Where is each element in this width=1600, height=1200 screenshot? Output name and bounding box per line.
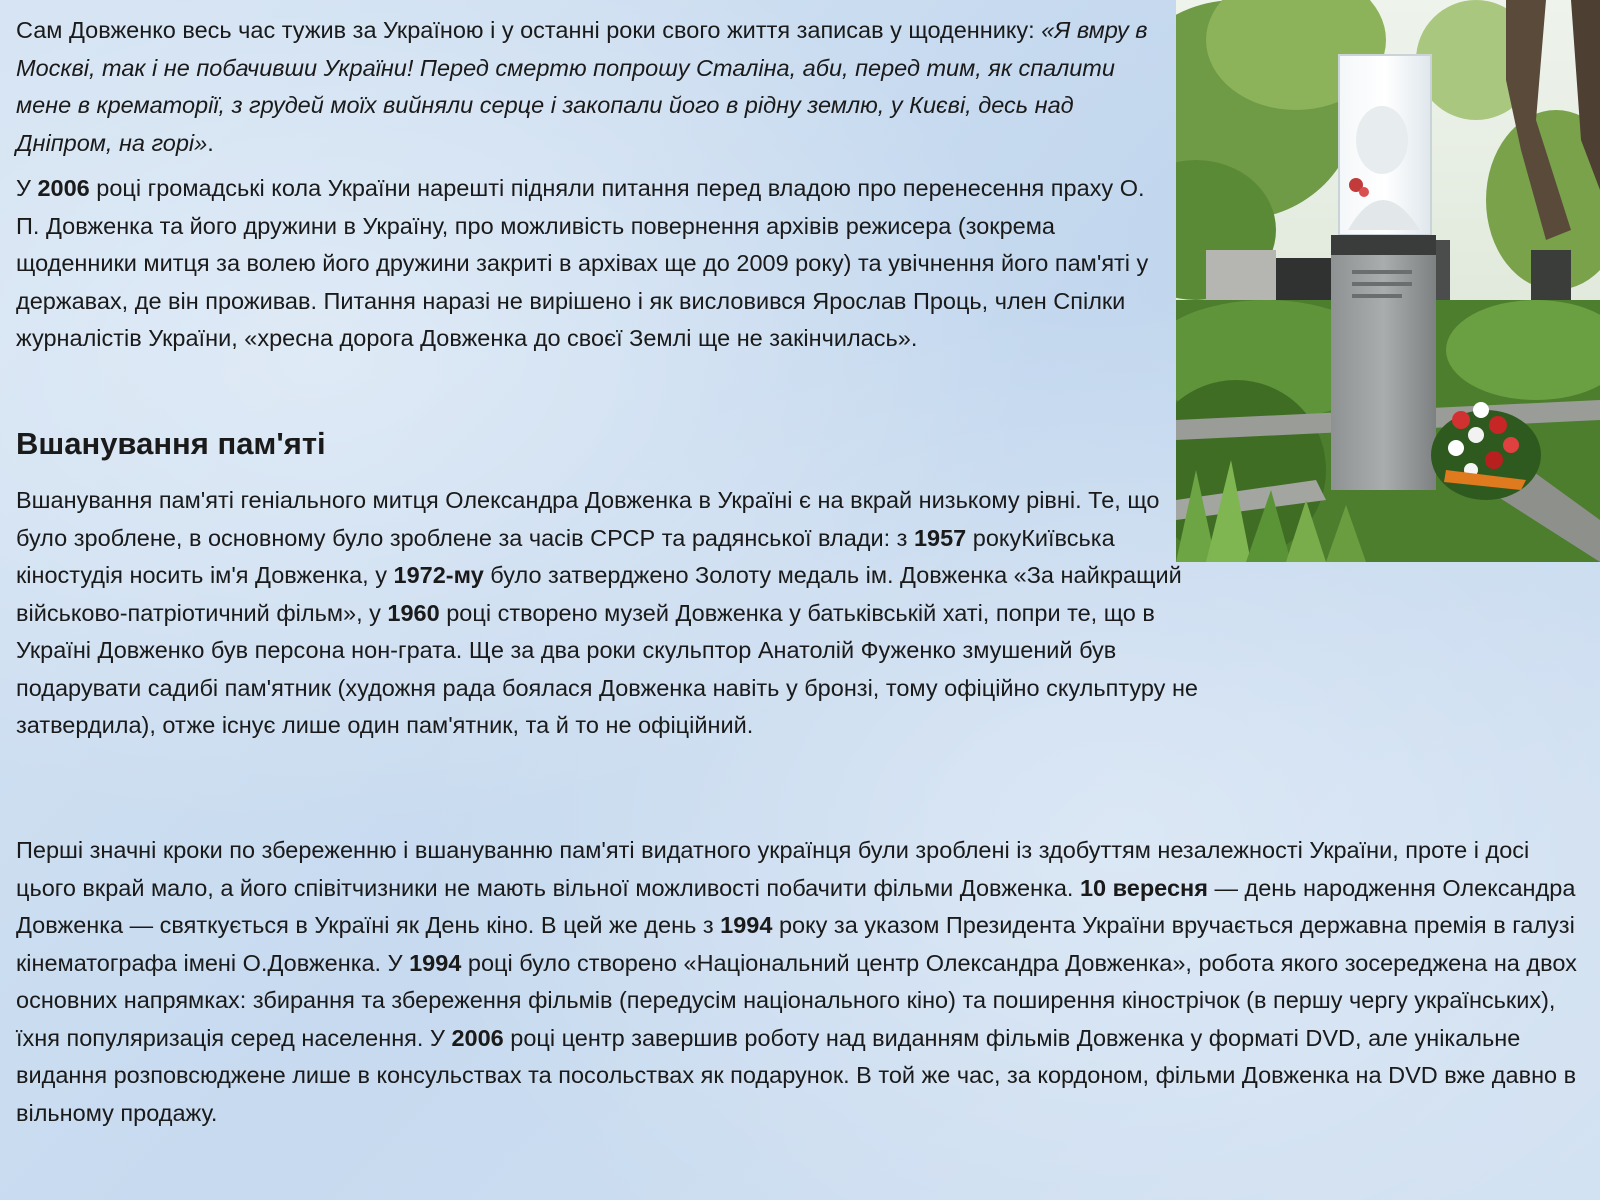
paragraph1-intro: Сам Довженко весь час тужив за Україною і у останні роки свого життя записав у щоденнику:	[16, 17, 1042, 43]
paragraph-soviet-era-honors	[16, 482, 1206, 745]
paragraph3-text-4: році створено музей Довженка у батьківській хаті, попри те, що в Україні Довженко був персона нон-грата. Ще за два роки скульптор Анатолій Фуженко змушений був подарувати садибі пам'ятник (художня рада боялася Довженка навіть у бронзі, тому офіційно скульптуру не затвердила), отже існує лише один пам'ятник, та й то не офіційний.	[16, 599, 1198, 738]
paragraph3-text-3: було затверджено Золоту медаль ім. Довженка «За найкращий військово-патріотичний фільм», у	[16, 562, 1182, 626]
paragraph4-text-3: року за указом Президента України вручається державна премія в галузі кінематографа імені О.Довженка. У	[16, 912, 1575, 976]
paragraph4-text-4: році було створено «Національний центр Олександра Довженка», робота якого зосереджена на двох основних напрямках: збирання та збереження фільмів (передусім національного кіно) та поширення кінострічок (в першу чергу українських), їхня популяризація серед населення. У	[16, 949, 1577, 1051]
paragraph-independence-era-honors	[16, 832, 1586, 1132]
paragraph3-text-1: Вшанування пам'яті геніального митця Олександра Довженка в Україні є на вкрай низькому рівні. Те, що було зроблене, в основному було зроблене за часів СРСР та радянської влади: з	[16, 487, 1160, 551]
paragraph2-year-2006: 2006	[37, 175, 90, 201]
paragraph1-end: .	[207, 129, 214, 156]
paragraph4-text-1: Перші значні кроки по збереженню і вшануванню пам'яті видатного українця були зроблені із здобуттям незалежності України, проте і досі цього вкрай мало, а його співітчизники не мають вільної можливості побачити фільми Довженка.	[16, 837, 1530, 901]
diary-quote: «Я вмру в Москві, так і не побачивши України! Перед смертю попрошу Сталіна, аби, перед тим, як спалити мене в крематорії, з грудей моїх вийняли серце і закопали його в рідну землю, у Києві, десь над Дніпром, на горі»	[16, 17, 1148, 156]
paragraph2-text-2: році громадські кола України нарешті підняли питання перед владою про перенесення праху О. П. Довженка та його дружини в Україну, про можливість повернення архівів режисера (зокрема щоденники митця за волею його дружини закриті в архівах ще до 2009 року) та увічнення його пам'яті у державах, де він проживав. Питання наразі не вирішено і як висловився Ярослав Проць, член Спілки журналістів України, «хресна дорога Довженка до своєї Землі ще не закінчилась».	[16, 175, 1149, 351]
paragraph-reburial-question	[16, 170, 1151, 358]
paragraph3-text-2: рокуКиївська кіностудія носить ім'я Довженка, у	[16, 524, 1115, 588]
paragraph2-text-1: У	[16, 175, 38, 201]
section-heading: Вшанування пам'яті	[16, 426, 326, 461]
paragraph3-year-1960: 1960	[387, 599, 440, 626]
paragraph4-date-sept-10: 10 вересня	[1079, 874, 1208, 901]
grave-monument-photo	[1176, 0, 1600, 562]
paragraph-diary-quote	[16, 12, 1151, 162]
paragraph4-year-1994-a: 1994	[720, 912, 773, 938]
paragraph3-year-1972: 1972-му	[393, 562, 484, 588]
paragraph4-text-5: році центр завершив роботу над виданням фільмів Довженка у форматі DVD, але унікальне видання розповсюджене лише в консульствах та посольствах як подарунок. В той же час, за кордоном, фільми Довженка на DVD вже давно в вільному продажу.	[16, 1024, 1577, 1126]
paragraph4-year-2006: 2006	[451, 1024, 504, 1051]
paragraph4-year-1994-b: 1994	[409, 949, 462, 976]
paragraph4-text-2: — день народження Олександра Довженка — святкується в Україні як День кіно. В цей же день з	[16, 874, 1576, 938]
paragraph3-year-1957: 1957	[913, 524, 967, 551]
